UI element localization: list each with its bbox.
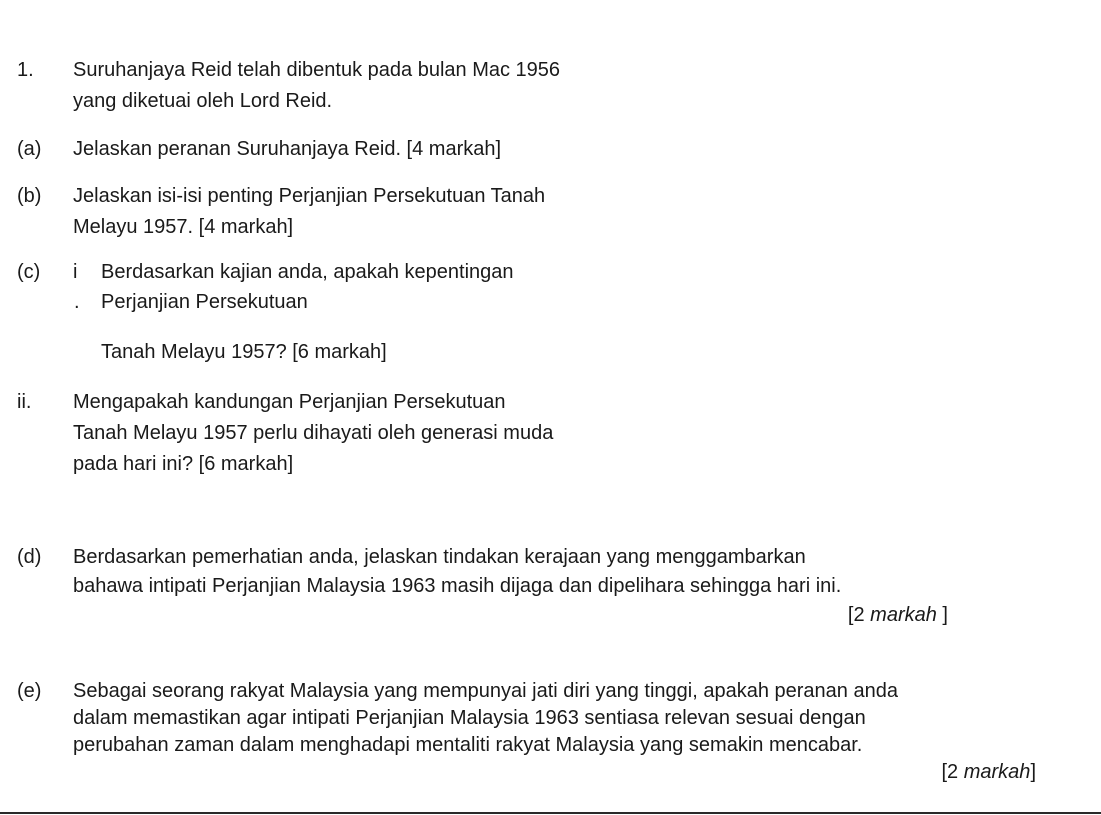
question-b-line-2: Melayu 1957. [4 markah] [73, 216, 294, 238]
question-1-line-2: yang diketuai oleh Lord Reid. [73, 90, 333, 112]
question-c-line-2: Perjanjian Persekutuan [101, 291, 308, 313]
question-e-label: (e) [17, 680, 42, 702]
question-b-line-1: Jelaskan isi-isi penting Perjanjian Persekutuan Tanah [73, 185, 546, 207]
question-c-line-1: Berdasarkan kajian anda, apakah kepentingan [101, 261, 514, 283]
question-ii-line-1: Mengapakah kandungan Perjanjian Persekutuan [73, 391, 506, 413]
question-1-line-1: Suruhanjaya Reid telah dibentuk pada bulan Mac 1956 [73, 59, 561, 81]
question-ii-line-3: pada hari ini? [6 markah] [73, 453, 294, 475]
question-e-marks-open: [2 [941, 761, 964, 783]
question-e-line-2: dalam memastikan agar intipati Perjanjian Malaysia 1963 sentiasa relevan sesuai dengan [73, 707, 866, 729]
question-d-marks-open: [2 [847, 604, 871, 626]
question-ii-label: ii. [17, 391, 32, 413]
question-d-line-2: bahawa intipati Perjanjian Malaysia 1963 masih dijaga dan dipelihara sehingga hari ini. [73, 575, 842, 597]
question-a-line-1: Jelaskan peranan Suruhanjaya Reid. [4 markah] [73, 138, 502, 160]
question-c-sub-i-dot: . [74, 291, 80, 313]
question-e-marks [941, 760, 1036, 784]
question-c-sub-i-marker: i [73, 261, 78, 283]
question-d-marks [848, 603, 948, 627]
question-d-marks-close: ] [936, 604, 948, 626]
question-b-label: (b) [17, 185, 42, 207]
question-c-label: (c) [17, 261, 41, 283]
question-d-marks-word: markah [870, 604, 937, 626]
question-a-label: (a) [17, 138, 42, 160]
question-ii-line-2: Tanah Melayu 1957 perlu dihayati oleh generasi muda [73, 422, 554, 444]
question-e-marks-close: ] [1030, 761, 1036, 783]
bottom-divider [0, 812, 1101, 814]
question-e-line-1: Sebagai seorang rakyat Malaysia yang mempunyai jati diri yang tinggi, apakah peranan anda [73, 680, 898, 702]
question-e-line-3: perubahan zaman dalam menghadapi mentaliti rakyat Malaysia yang semakin mencabar. [73, 734, 863, 756]
question-e-marks-word: markah [963, 761, 1031, 783]
question-number-1: 1. [17, 59, 34, 81]
question-c-line-3: Tanah Melayu 1957? [6 markah] [101, 341, 387, 363]
question-d-line-1: Berdasarkan pemerhatian anda, jelaskan tindakan kerajaan yang menggambarkan [73, 546, 806, 568]
question-d-label: (d) [17, 546, 42, 568]
